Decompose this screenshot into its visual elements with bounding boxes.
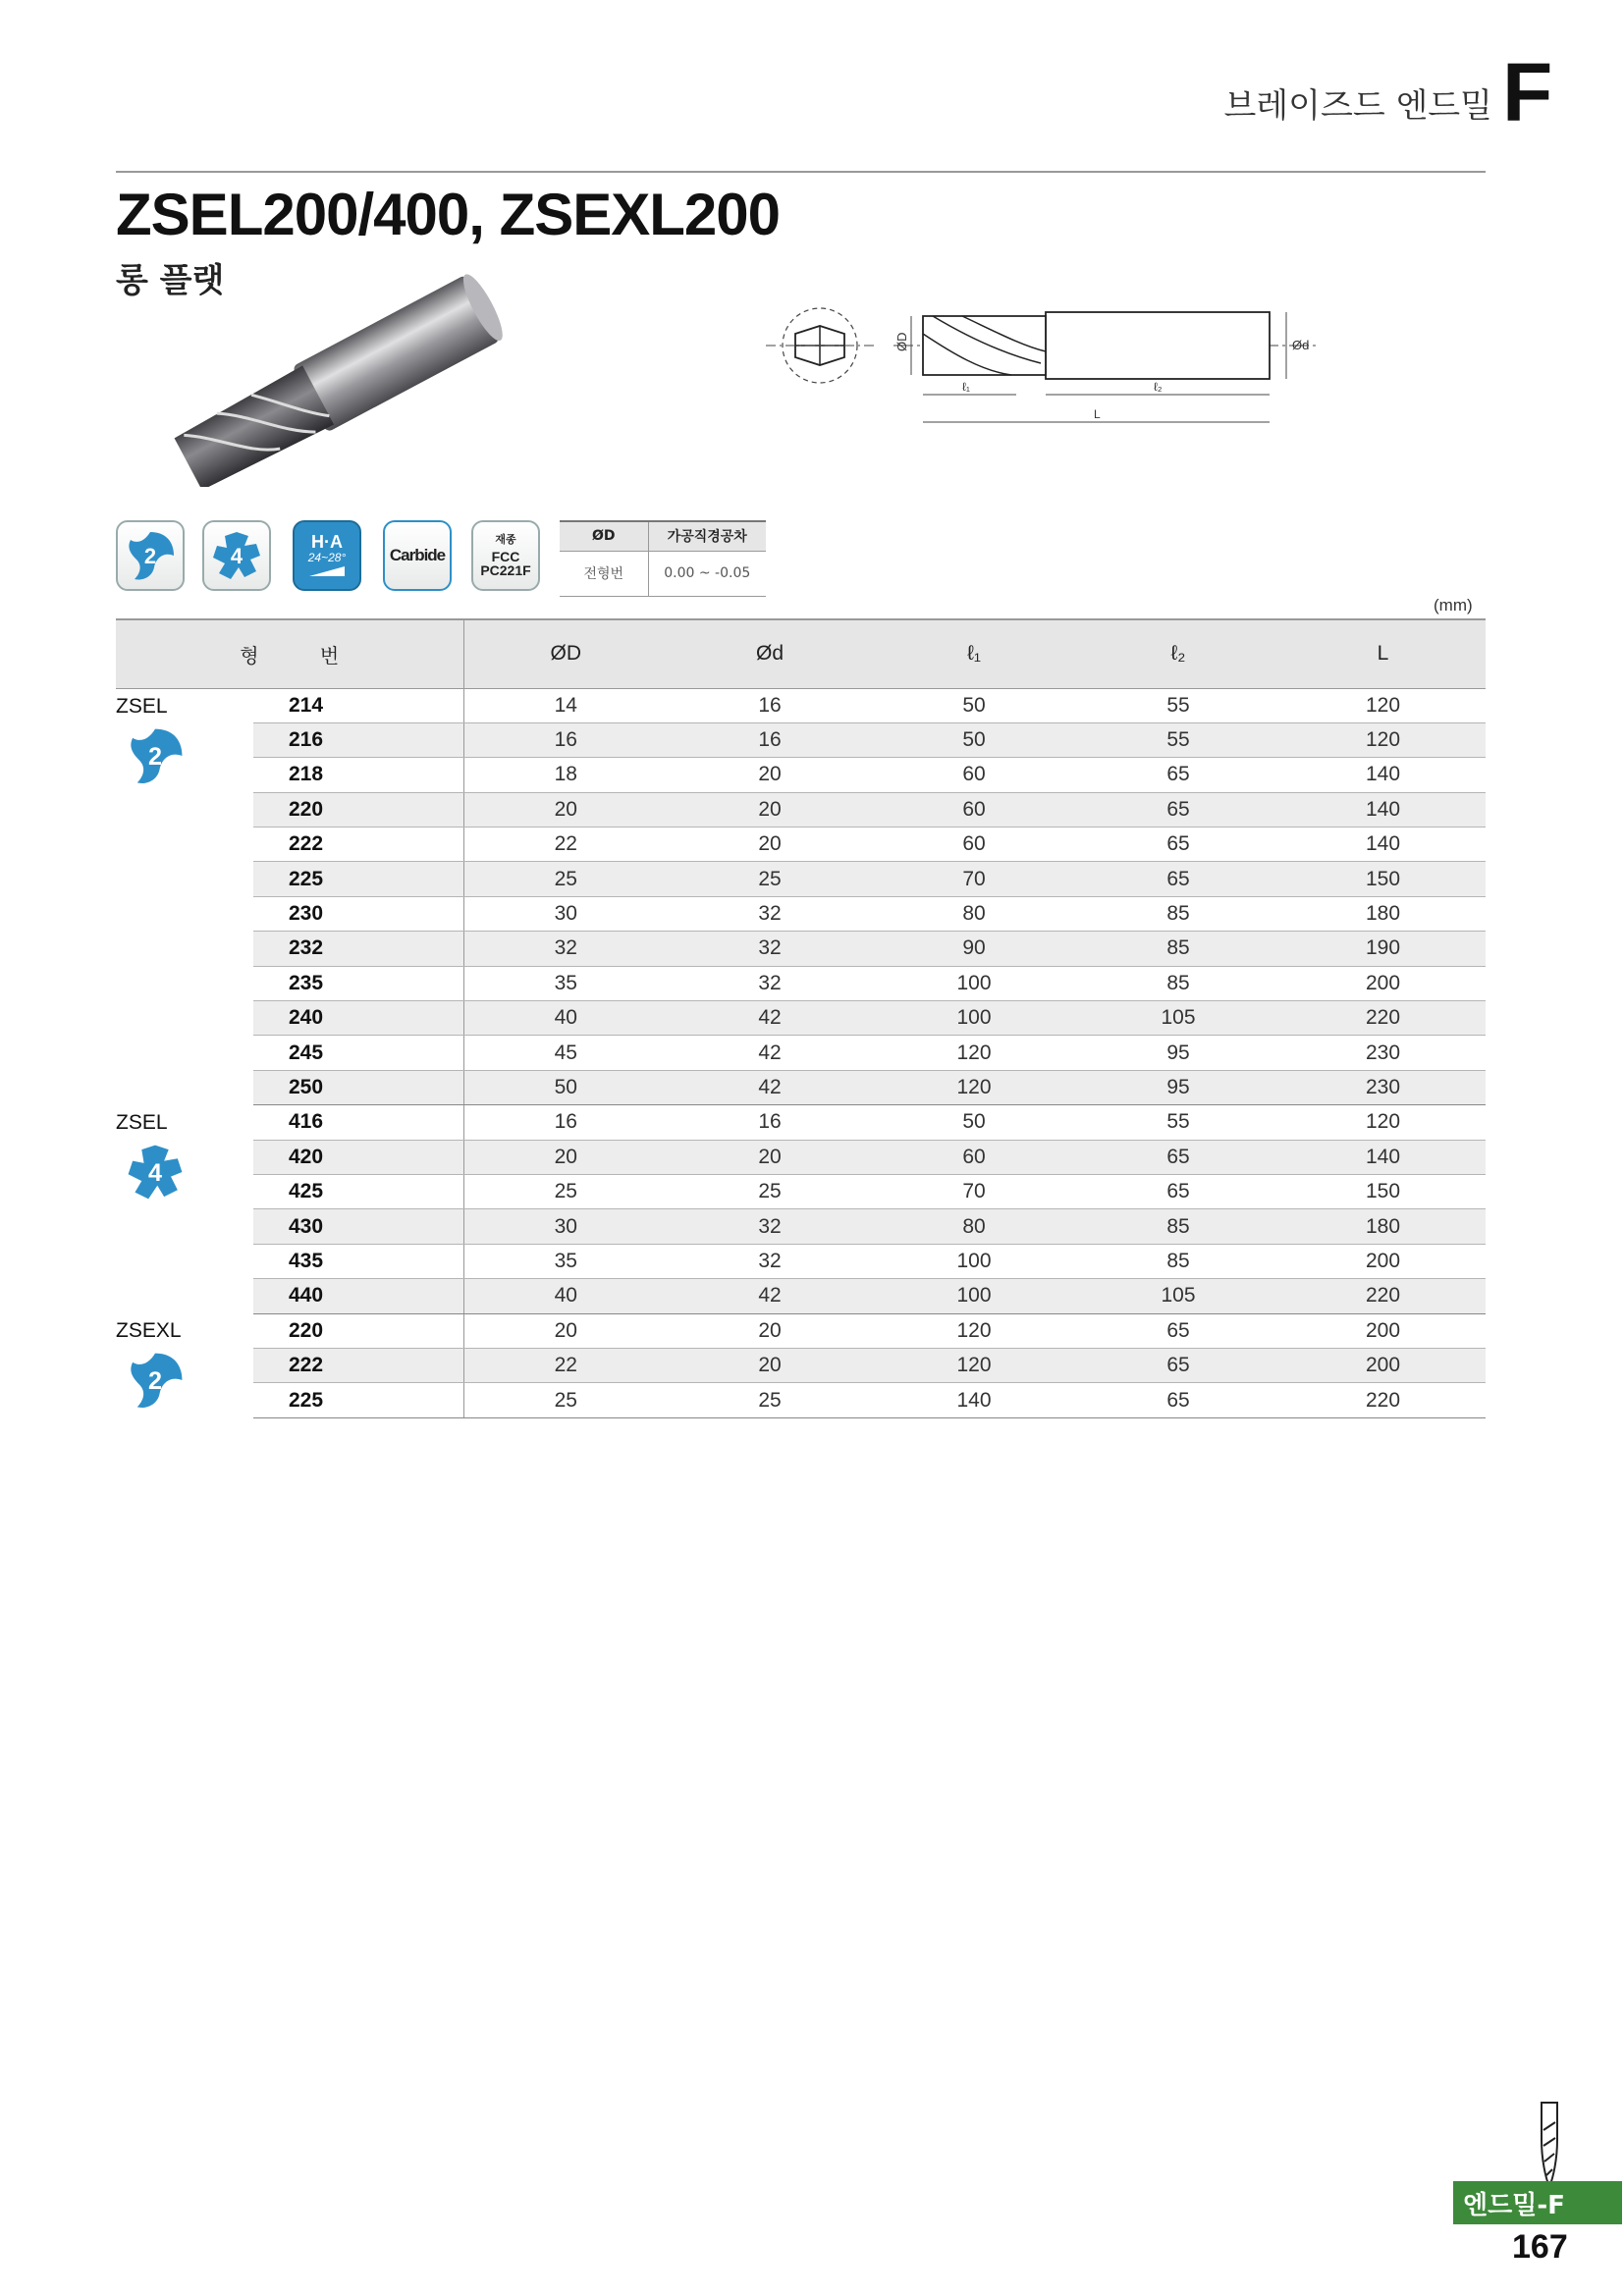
cell-D: 20	[463, 1313, 668, 1348]
model-code: 440	[253, 1279, 463, 1313]
cell-d: 42	[668, 1279, 872, 1313]
helix-range: 24~28°	[307, 551, 347, 564]
table-row	[116, 1279, 1486, 1313]
cell-d: 25	[668, 862, 872, 896]
model-code: 235	[253, 966, 463, 1000]
two-flute-badge	[116, 520, 185, 591]
endmill-drawing	[766, 294, 1326, 442]
model-code: 240	[253, 1001, 463, 1036]
cell-D: 40	[463, 1001, 668, 1036]
model-code: 220	[253, 792, 463, 827]
cell-L: 140	[1280, 792, 1486, 827]
cell-L: 200	[1280, 1348, 1486, 1382]
cell-d: 42	[668, 1070, 872, 1104]
cell-l1: 120	[872, 1036, 1076, 1070]
cell-l1: 50	[872, 688, 1076, 722]
section-letter: F	[1502, 46, 1553, 138]
table-row	[116, 1348, 1486, 1382]
cell-D: 40	[463, 1279, 668, 1313]
col-D: ØD	[463, 619, 668, 688]
table-row	[116, 1070, 1486, 1104]
table-row	[116, 932, 1486, 966]
series-name: ZSEL	[116, 1110, 168, 1134]
cell-l1: 100	[872, 1279, 1076, 1313]
cell-l1: 100	[872, 966, 1076, 1000]
cell-l2: 105	[1076, 1001, 1280, 1036]
svg-text:4: 4	[148, 1158, 162, 1187]
cell-D: 22	[463, 828, 668, 862]
cell-l1: 100	[872, 1001, 1076, 1036]
table-row	[116, 862, 1486, 896]
cell-D: 35	[463, 1244, 668, 1278]
cell-l2: 55	[1076, 1105, 1280, 1140]
model-code: 430	[253, 1209, 463, 1244]
cell-L: 190	[1280, 932, 1486, 966]
svg-text:2: 2	[148, 1367, 162, 1396]
tol-row-label: 전형번	[560, 551, 648, 596]
cell-l2: 85	[1076, 896, 1280, 931]
table-row	[116, 1001, 1486, 1036]
cell-l2: 65	[1076, 1140, 1280, 1174]
page-number: 167	[1512, 2228, 1568, 2266]
cell-L: 220	[1280, 1001, 1486, 1036]
col-d: Ød	[668, 619, 872, 688]
cell-d: 20	[668, 1348, 872, 1382]
cell-l2: 65	[1076, 1348, 1280, 1382]
cell-d: 25	[668, 1174, 872, 1208]
coating-grade-label: 재종	[495, 533, 516, 546]
tol-col-D: ØD	[560, 521, 648, 551]
table-row	[116, 828, 1486, 862]
dim-L-label: L	[1094, 407, 1101, 421]
category-title: 브레이즈드 엔드밀	[1223, 86, 1492, 126]
cell-l2: 95	[1076, 1036, 1280, 1070]
svg-text:2: 2	[148, 742, 162, 771]
dim-l1-label: ℓ₁	[962, 380, 970, 394]
model-code: 220	[253, 1313, 463, 1348]
table-row	[116, 722, 1486, 757]
cell-l1: 120	[872, 1313, 1076, 1348]
coating-badge	[471, 520, 540, 591]
model-code: 216	[253, 722, 463, 757]
dim-d-label: Ød	[1292, 338, 1310, 352]
cell-l2: 85	[1076, 1209, 1280, 1244]
model-code: 225	[253, 862, 463, 896]
cell-L: 140	[1280, 1140, 1486, 1174]
cell-l2: 95	[1076, 1070, 1280, 1104]
cell-l2: 65	[1076, 792, 1280, 827]
cell-d: 42	[668, 1036, 872, 1070]
table-row	[116, 1174, 1486, 1208]
helix-angle-icon	[307, 564, 347, 578]
coating-fcc: FCC	[491, 549, 520, 564]
cell-L: 180	[1280, 896, 1486, 931]
cell-l1: 70	[872, 862, 1076, 896]
cell-l2: 65	[1076, 758, 1280, 792]
model-code: 232	[253, 932, 463, 966]
table-row	[116, 1209, 1486, 1244]
col-l1: ℓ₁	[872, 619, 1076, 688]
spec-table	[116, 618, 1486, 1418]
model-code: 230	[253, 896, 463, 931]
series-cell	[116, 1313, 253, 1417]
cell-L: 200	[1280, 1313, 1486, 1348]
cell-L: 120	[1280, 722, 1486, 757]
svg-text:4: 4	[230, 544, 244, 568]
col-L: L	[1280, 619, 1486, 688]
model-code: 250	[253, 1070, 463, 1104]
cell-l2: 105	[1076, 1279, 1280, 1313]
cell-D: 35	[463, 966, 668, 1000]
cell-l1: 80	[872, 1209, 1076, 1244]
cell-l1: 120	[872, 1348, 1076, 1382]
series-cell	[116, 1105, 253, 1313]
model-code: 416	[253, 1105, 463, 1140]
two-flute-icon	[123, 528, 178, 583]
model-code: 425	[253, 1174, 463, 1208]
cell-L: 140	[1280, 828, 1486, 862]
col-model: 형 번	[116, 619, 463, 688]
cell-d: 16	[668, 1105, 872, 1140]
series-cell	[116, 688, 253, 1105]
cell-L: 150	[1280, 1174, 1486, 1208]
model-code: 218	[253, 758, 463, 792]
series-name: ZSEL	[116, 694, 168, 718]
cell-l1: 60	[872, 758, 1076, 792]
col-l2: ℓ₂	[1076, 619, 1280, 688]
cell-l2: 85	[1076, 1244, 1280, 1278]
cell-l1: 100	[872, 1244, 1076, 1278]
cell-l2: 55	[1076, 688, 1280, 722]
product-subtitle: 롱 플랫	[116, 261, 225, 300]
four-flute-badge	[202, 520, 271, 591]
cell-D: 22	[463, 1348, 668, 1382]
model-code: 225	[253, 1383, 463, 1417]
table-row	[116, 758, 1486, 792]
cell-l1: 60	[872, 828, 1076, 862]
table-row	[116, 1105, 1486, 1140]
cell-d: 20	[668, 1313, 872, 1348]
cell-d: 32	[668, 896, 872, 931]
model-code: 245	[253, 1036, 463, 1070]
cell-l1: 80	[872, 896, 1076, 931]
table-row	[116, 1140, 1486, 1174]
cell-l2: 85	[1076, 932, 1280, 966]
cell-L: 220	[1280, 1383, 1486, 1417]
model-code: 222	[253, 828, 463, 862]
cell-d: 32	[668, 1209, 872, 1244]
cell-l1: 140	[872, 1383, 1076, 1417]
cell-l2: 65	[1076, 862, 1280, 896]
tol-row-value: 0.00 ~ -0.05	[648, 551, 766, 596]
product-title: ZSEL200/400, ZSEXL200	[116, 182, 781, 247]
four-flute-icon	[124, 1141, 187, 1203]
cell-D: 32	[463, 932, 668, 966]
cell-D: 30	[463, 1209, 668, 1244]
cell-D: 14	[463, 688, 668, 722]
cell-d: 16	[668, 722, 872, 757]
cell-L: 150	[1280, 862, 1486, 896]
endmill-photo	[167, 271, 530, 487]
cell-d: 32	[668, 966, 872, 1000]
header-divider	[116, 171, 1486, 173]
cell-D: 30	[463, 896, 668, 931]
table-row	[116, 966, 1486, 1000]
svg-text:2: 2	[143, 544, 157, 568]
cell-L: 120	[1280, 1105, 1486, 1140]
cell-d: 20	[668, 1140, 872, 1174]
dim-l2-label: ℓ₂	[1154, 380, 1163, 394]
cell-L: 120	[1280, 688, 1486, 722]
cell-D: 20	[463, 792, 668, 827]
cell-D: 50	[463, 1070, 668, 1104]
cell-l2: 55	[1076, 722, 1280, 757]
endmill-footer-icon	[1532, 2101, 1567, 2189]
table-row	[116, 1244, 1486, 1278]
cell-D: 16	[463, 1105, 668, 1140]
cell-D: 25	[463, 862, 668, 896]
helix-angle-badge	[293, 520, 361, 591]
cell-l1: 50	[872, 1105, 1076, 1140]
cell-l1: 50	[872, 722, 1076, 757]
cell-d: 20	[668, 758, 872, 792]
cell-D: 45	[463, 1036, 668, 1070]
cell-d: 25	[668, 1383, 872, 1417]
model-code: 222	[253, 1348, 463, 1382]
cell-l1: 90	[872, 932, 1076, 966]
model-code: 214	[253, 688, 463, 722]
series-name: ZSEXL	[116, 1319, 182, 1343]
cell-l2: 85	[1076, 966, 1280, 1000]
cell-l1: 70	[872, 1174, 1076, 1208]
cell-l1: 60	[872, 792, 1076, 827]
table-row	[116, 792, 1486, 827]
tol-col-tolerance: 가공직경공차	[648, 521, 766, 551]
cell-D: 18	[463, 758, 668, 792]
helix-label: H·A	[311, 532, 343, 552]
carbide-badge	[383, 520, 452, 591]
table-row	[116, 1383, 1486, 1417]
cell-l2: 65	[1076, 1383, 1280, 1417]
cell-d: 42	[668, 1001, 872, 1036]
two-flute-icon	[124, 724, 187, 787]
cell-l2: 65	[1076, 1313, 1280, 1348]
cell-L: 230	[1280, 1070, 1486, 1104]
cell-L: 230	[1280, 1036, 1486, 1070]
four-flute-icon	[209, 528, 264, 583]
cell-d: 32	[668, 932, 872, 966]
table-row	[116, 1036, 1486, 1070]
cell-L: 200	[1280, 1244, 1486, 1278]
section-tag: 엔드밀-F	[1453, 2181, 1622, 2224]
coating-grade: PC221F	[480, 562, 531, 578]
model-code: 435	[253, 1244, 463, 1278]
cell-l1: 60	[872, 1140, 1076, 1174]
cell-d: 20	[668, 792, 872, 827]
carbide-label: Carbide	[389, 546, 446, 564]
cell-l2: 65	[1076, 828, 1280, 862]
table-row	[116, 688, 1486, 722]
cell-D: 20	[463, 1140, 668, 1174]
model-code: 420	[253, 1140, 463, 1174]
cell-d: 32	[668, 1244, 872, 1278]
cell-l1: 120	[872, 1070, 1076, 1104]
cell-D: 16	[463, 722, 668, 757]
cell-L: 180	[1280, 1209, 1486, 1244]
dim-D-label: ØD	[894, 332, 909, 351]
cell-D: 25	[463, 1174, 668, 1208]
cell-L: 200	[1280, 966, 1486, 1000]
cell-l2: 65	[1076, 1174, 1280, 1208]
two-flute-icon	[124, 1349, 187, 1412]
table-row	[116, 1313, 1486, 1348]
cell-L: 220	[1280, 1279, 1486, 1313]
cell-D: 25	[463, 1383, 668, 1417]
cell-d: 20	[668, 828, 872, 862]
unit-label: (mm)	[1434, 596, 1473, 614]
table-row	[116, 896, 1486, 931]
cell-d: 16	[668, 688, 872, 722]
cell-L: 140	[1280, 758, 1486, 792]
tolerance-table	[560, 520, 766, 597]
